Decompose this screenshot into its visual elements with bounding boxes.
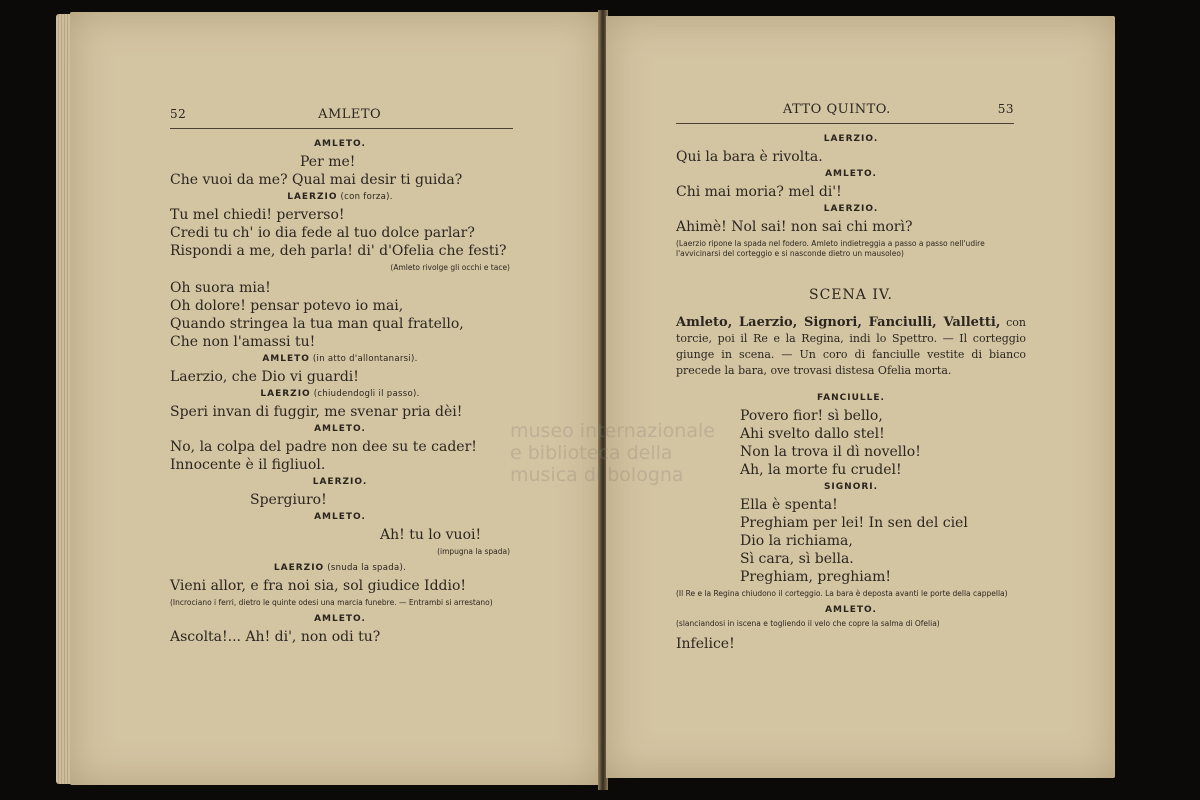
speaker-heading bbox=[170, 139, 510, 149]
verse-line: Vieni allor, e fra noi sia, sol giudice Iddio! bbox=[170, 578, 467, 594]
verse-line: Dio la richiama, bbox=[740, 533, 853, 549]
speaker-heading bbox=[170, 614, 510, 624]
verse-line: Ah, la morte fu crudel! bbox=[740, 462, 902, 478]
verse-line: Spergiuro! bbox=[250, 492, 327, 508]
verse-line: Infelice! bbox=[676, 636, 735, 652]
speaker-name: AMLETO bbox=[262, 354, 310, 364]
verse-line: Preghiam, preghiam! bbox=[740, 569, 892, 585]
library-watermark: museo internazionale e biblioteca della musica di bologna bbox=[510, 420, 715, 486]
verse-line: Non la trova il dì novello! bbox=[740, 444, 921, 460]
verse-line: Chi mai moria? mel di'! bbox=[676, 184, 842, 200]
verse-line: Innocente è il figliuol. bbox=[170, 457, 326, 473]
stage-direction: (impugna la spada) bbox=[437, 547, 510, 556]
scene-direction: con torcie, poi il Re e la Regina, indi lo Spettro. — Il corteggio giunge in scena. — Un coro di fanciulle vestite di bianco precede la bara, ove trovasi distesa Ofelia morta. bbox=[676, 316, 1027, 377]
speaker-heading bbox=[170, 354, 510, 364]
verse-line: Sì cara, sì bella. bbox=[740, 551, 854, 567]
verse-line: Ahimè! Nol sai! non sai chi morì? bbox=[676, 219, 913, 235]
speaker-heading bbox=[170, 192, 510, 202]
speaker-name: LAERZIO bbox=[287, 192, 338, 202]
stage-direction: (Il Re e la Regina chiudono il corteggio. La bara è deposta avanti le porte della cappella) bbox=[676, 589, 1008, 598]
scene-cast: Amleto, Laerzio, Signori, Fanciulli, Valletti, bbox=[676, 315, 1001, 330]
verse-line: Laerzio, che Dio vi guardi! bbox=[170, 369, 359, 385]
verse-line: Che non l'amassi tu! bbox=[170, 334, 316, 350]
speaker-name: LAERZIO. bbox=[312, 477, 368, 487]
verse-line: Qui la bara è rivolta. bbox=[676, 149, 823, 165]
speaker-name: AMLETO. bbox=[314, 139, 366, 149]
speaker-name: LAERZIO bbox=[273, 563, 325, 573]
stage-direction: (Laerzio ripone la spada nel fodero. Amleto indietreggia a passo a passo nell'udire l'avvicinarsi del corteggio e si nasconde dietro un mausoleo) bbox=[676, 239, 985, 258]
verse-line: Oh suora mia! bbox=[170, 280, 271, 296]
verse-line: Povero fior! sì bello, bbox=[740, 408, 883, 424]
verse-line: Ahi svelto dallo stel! bbox=[740, 426, 885, 442]
speaker-stage-direction: (chiudendogli il passo). bbox=[310, 389, 420, 399]
verse-line: Rispondi a me, deh parla! di' d'Ofelia che festi? bbox=[170, 243, 507, 259]
speaker-stage-direction: (con forza). bbox=[337, 192, 393, 202]
speaker-heading bbox=[170, 477, 510, 487]
right-page-content bbox=[676, 102, 1026, 653]
speaker-heading bbox=[676, 134, 1026, 144]
speaker-name: FANCIULLE. bbox=[817, 393, 885, 403]
speaker-heading bbox=[170, 424, 510, 434]
stage-direction: (Incrociano i ferri, dietro le quinte odesi una marcia funebre. — Entrambi si arrestano) bbox=[170, 598, 493, 607]
right-text-top bbox=[676, 134, 1026, 259]
verse-line: Ascolta!... Ah! di', non odi tu? bbox=[170, 629, 381, 645]
speaker-heading bbox=[676, 169, 1026, 179]
verse-line: Preghiam per lei! In sen del ciel bbox=[740, 515, 968, 531]
scene-title: SCENA IV. bbox=[809, 287, 893, 303]
speaker-heading bbox=[170, 389, 510, 399]
verse-line: Quando stringea la tua man qual fratello, bbox=[170, 316, 464, 332]
header-title-left: AMLETO bbox=[318, 107, 382, 122]
speaker-name: AMLETO. bbox=[314, 424, 366, 434]
speaker-heading bbox=[170, 512, 510, 522]
speaker-heading bbox=[170, 563, 510, 573]
speaker-name: LAERZIO. bbox=[823, 134, 879, 144]
speaker-heading bbox=[676, 204, 1026, 214]
left-page bbox=[70, 12, 600, 785]
verse-line: Ah! tu lo vuoi! bbox=[380, 527, 482, 543]
speaker-name: AMLETO. bbox=[825, 605, 877, 615]
header-title-right: ATTO QUINTO. bbox=[782, 102, 891, 117]
verse-line: Ella è spenta! bbox=[740, 497, 838, 513]
speaker-stage-direction: (in atto d'allontanarsi). bbox=[309, 354, 418, 364]
verse-line: No, la colpa del padre non dee su te cader! bbox=[170, 439, 477, 455]
right-running-head bbox=[676, 102, 1014, 124]
stage-direction: (Amleto rivolge gli occhi e tace) bbox=[390, 263, 510, 272]
verse-line: Credi tu ch' io dia fede al tuo dolce parlar? bbox=[170, 225, 475, 241]
verse-line: Tu mel chiedi! perverso! bbox=[170, 207, 345, 223]
page-number-right: 53 bbox=[997, 102, 1014, 116]
speaker-name: LAERZIO. bbox=[823, 204, 879, 214]
speaker-heading bbox=[676, 605, 1026, 615]
speaker-name: AMLETO. bbox=[314, 512, 366, 522]
stage-direction: (slanciandosi in iscena e togliendo il velo che copre la salma di Ofelia) bbox=[676, 619, 940, 628]
left-running-head bbox=[170, 107, 513, 129]
speaker-stage-direction: (snuda la spada). bbox=[324, 563, 407, 573]
speaker-heading bbox=[676, 393, 1026, 403]
left-page-content bbox=[170, 107, 510, 646]
right-page bbox=[606, 16, 1115, 778]
speaker-name: LAERZIO bbox=[260, 389, 311, 399]
verse-line: Che vuoi da me? Qual mai desir ti guida? bbox=[170, 172, 463, 188]
verse-line: Per me! bbox=[300, 154, 356, 170]
left-text-block bbox=[170, 139, 510, 646]
speaker-name: AMLETO. bbox=[825, 169, 877, 179]
page-number-left: 52 bbox=[170, 107, 187, 121]
speaker-name: SIGNORI. bbox=[823, 482, 879, 492]
scene-description bbox=[676, 315, 1026, 379]
verse-line: Oh dolore! pensar potevo io mai, bbox=[170, 298, 404, 314]
verse-line: Speri invan di fuggir, me svenar pria dèi! bbox=[170, 404, 463, 420]
speaker-name: AMLETO. bbox=[314, 614, 366, 624]
